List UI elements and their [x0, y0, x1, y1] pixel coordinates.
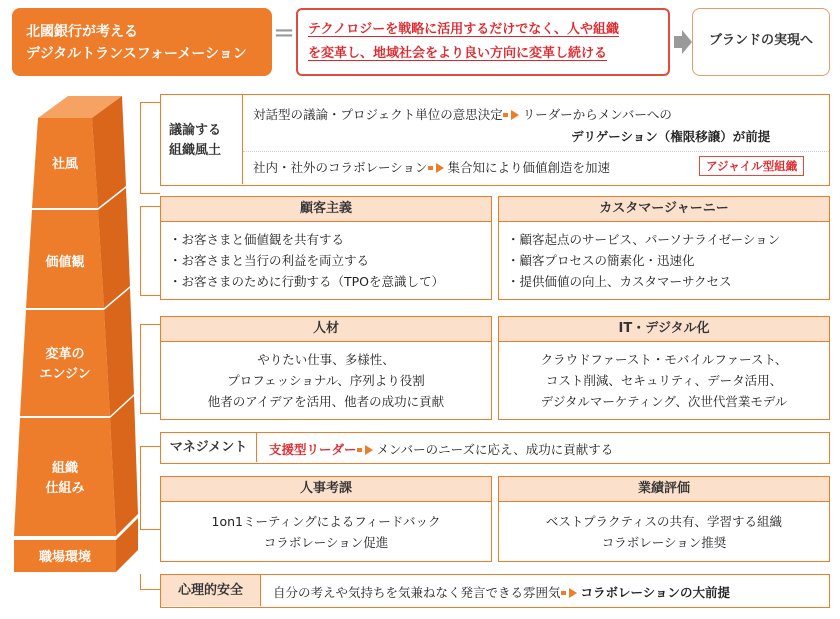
- culture-box: [160, 94, 830, 186]
- culture-row1-cont: デリゲーション（権限移譲）が前提: [571, 129, 771, 144]
- culture-label-cell: [161, 95, 243, 184]
- orange-arrow-icon: [569, 588, 577, 598]
- journey-box: [498, 196, 830, 300]
- journey-item: ・顧客プロセスの簡素化・迅速化: [507, 253, 695, 268]
- values-bracket: [140, 206, 160, 296]
- agile-tag-text: アジャイル型組織: [699, 156, 804, 176]
- people-lines: [161, 349, 491, 412]
- agile-tag: [699, 155, 804, 176]
- management-box: [160, 432, 830, 464]
- equals-sign: =: [273, 18, 295, 48]
- it-line: デジタルマーケティング、次世代営業モデル: [540, 394, 788, 409]
- culture-divider: [243, 151, 829, 152]
- culture-row1-result: リーダーからメンバーへの: [522, 107, 672, 122]
- performance-eval-box: [498, 476, 830, 562]
- it-box: [498, 316, 830, 420]
- tower-tier-organization: [14, 396, 138, 536]
- orange-arrow-icon: [365, 445, 373, 455]
- customer-box: [160, 196, 492, 300]
- culture-row1-text: 対話型の議論・プロジェクト単位の意思決定: [253, 107, 503, 122]
- culture-row2-text: 社内・社外のコラボレーション: [253, 160, 428, 175]
- people-box: [160, 316, 492, 420]
- it-line: コスト削減、セキュリティ、データ活用、: [545, 373, 783, 388]
- culture-row1: [253, 105, 672, 123]
- safety-box: [160, 574, 830, 608]
- hr-eval-lines: [161, 511, 491, 553]
- it-title: IT・デジタル化: [499, 317, 829, 342]
- it-line: クラウドファースト・モバイルファースト、: [540, 352, 788, 367]
- culture-label-line1: 議論する: [169, 123, 222, 138]
- dx-title-line2: デジタルトランスフォーメーション: [26, 46, 247, 62]
- hr-eval-box: [160, 476, 492, 562]
- journey-item: ・提供価値の向上、カスタマーサクセス: [507, 274, 732, 289]
- brand-goal-text: ブランドの実現へ: [708, 33, 813, 48]
- orange-arrow-icon: [436, 163, 444, 173]
- dx-definition-box: [296, 8, 670, 76]
- hr-eval-title: 人事考課: [161, 477, 491, 502]
- management-text: メンバーのニーズに応え、成功に貢献する: [376, 442, 614, 457]
- journey-title: カスタマージャーニー: [499, 197, 829, 222]
- tier-label-organization-2: 仕組み: [45, 481, 85, 496]
- safety-row: [273, 583, 730, 601]
- culture-label-line2: 組織風土: [169, 143, 222, 158]
- tower-diagram: [12, 96, 144, 604]
- workplace-bracket: [140, 574, 160, 590]
- safety-label: 心理的安全: [161, 575, 261, 606]
- customer-list: [169, 229, 444, 292]
- dx-title-line1: 北國銀行が考える: [26, 24, 138, 40]
- culture-bracket: [140, 102, 160, 194]
- safety-text: 自分の考えや気持ちを気兼ねなく発言できる雰囲気: [273, 585, 561, 600]
- tower-tier-culture: [32, 96, 126, 208]
- tier-label-organization-1: 組織: [51, 461, 79, 476]
- orange-arrow-icon: [511, 110, 519, 120]
- engine-bracket: [140, 324, 160, 414]
- people-title: 人材: [161, 317, 491, 342]
- customer-item: ・お客さまと当行の利益を両立する: [169, 253, 370, 268]
- performance-eval-lines: [499, 511, 829, 553]
- people-line: プロフェッショナル、序列より役割: [227, 373, 425, 388]
- people-line: 他者のアイデアを活用、他者の成功に貢献: [207, 394, 445, 409]
- people-line: やりたい仕事、多様性、: [257, 352, 395, 367]
- performance-eval-title: 業績評価: [499, 477, 829, 502]
- performance-eval-line: ベストプラクティスの共有、学習する組織: [545, 514, 783, 529]
- dx-definition-line2: を変革し、地域社会をより良い方向に変革し続ける: [308, 46, 608, 61]
- hr-eval-line: コラボレーション促進: [263, 535, 389, 550]
- management-row: [269, 440, 613, 458]
- culture-row2-result: 集合知により価値創造を加速: [447, 160, 611, 175]
- culture-label: [169, 121, 221, 161]
- right-arrow-icon: [674, 30, 692, 54]
- customer-item: ・お客さまのために行動する（TPOを意識して）: [169, 274, 445, 289]
- organization-bracket: [140, 446, 160, 530]
- safety-result: コラボレーションの大前提: [580, 585, 731, 600]
- it-lines: [499, 349, 829, 412]
- dx-title-box: [12, 8, 272, 76]
- brand-goal-box: [692, 8, 830, 76]
- tier-label-engine-2: エンジン: [39, 367, 91, 382]
- tier-label-engine-1: 変革の: [45, 347, 85, 362]
- hr-eval-line: 1on1ミーティングによるフィードバック: [211, 514, 441, 529]
- tier-label-values: 価値観: [45, 255, 85, 270]
- management-red: 支援型リーダー: [269, 442, 357, 457]
- journey-item: ・顧客起点のサービス、パーソナライゼーション: [507, 232, 781, 247]
- customer-item: ・お客さまと価値観を共有する: [169, 232, 345, 247]
- tier-label-culture: 社風: [51, 157, 79, 172]
- customer-title: 顧客主義: [161, 197, 491, 222]
- tier-label-workplace: 職場環境: [38, 550, 92, 565]
- dx-definition-line1: テクノロジーを戦略に活用するだけでなく、人や組織: [308, 22, 619, 37]
- culture-row2: [253, 158, 610, 176]
- performance-eval-line: コラボレーション推奨: [601, 535, 727, 550]
- management-label: マネジメント: [161, 433, 257, 462]
- journey-list: [507, 229, 780, 292]
